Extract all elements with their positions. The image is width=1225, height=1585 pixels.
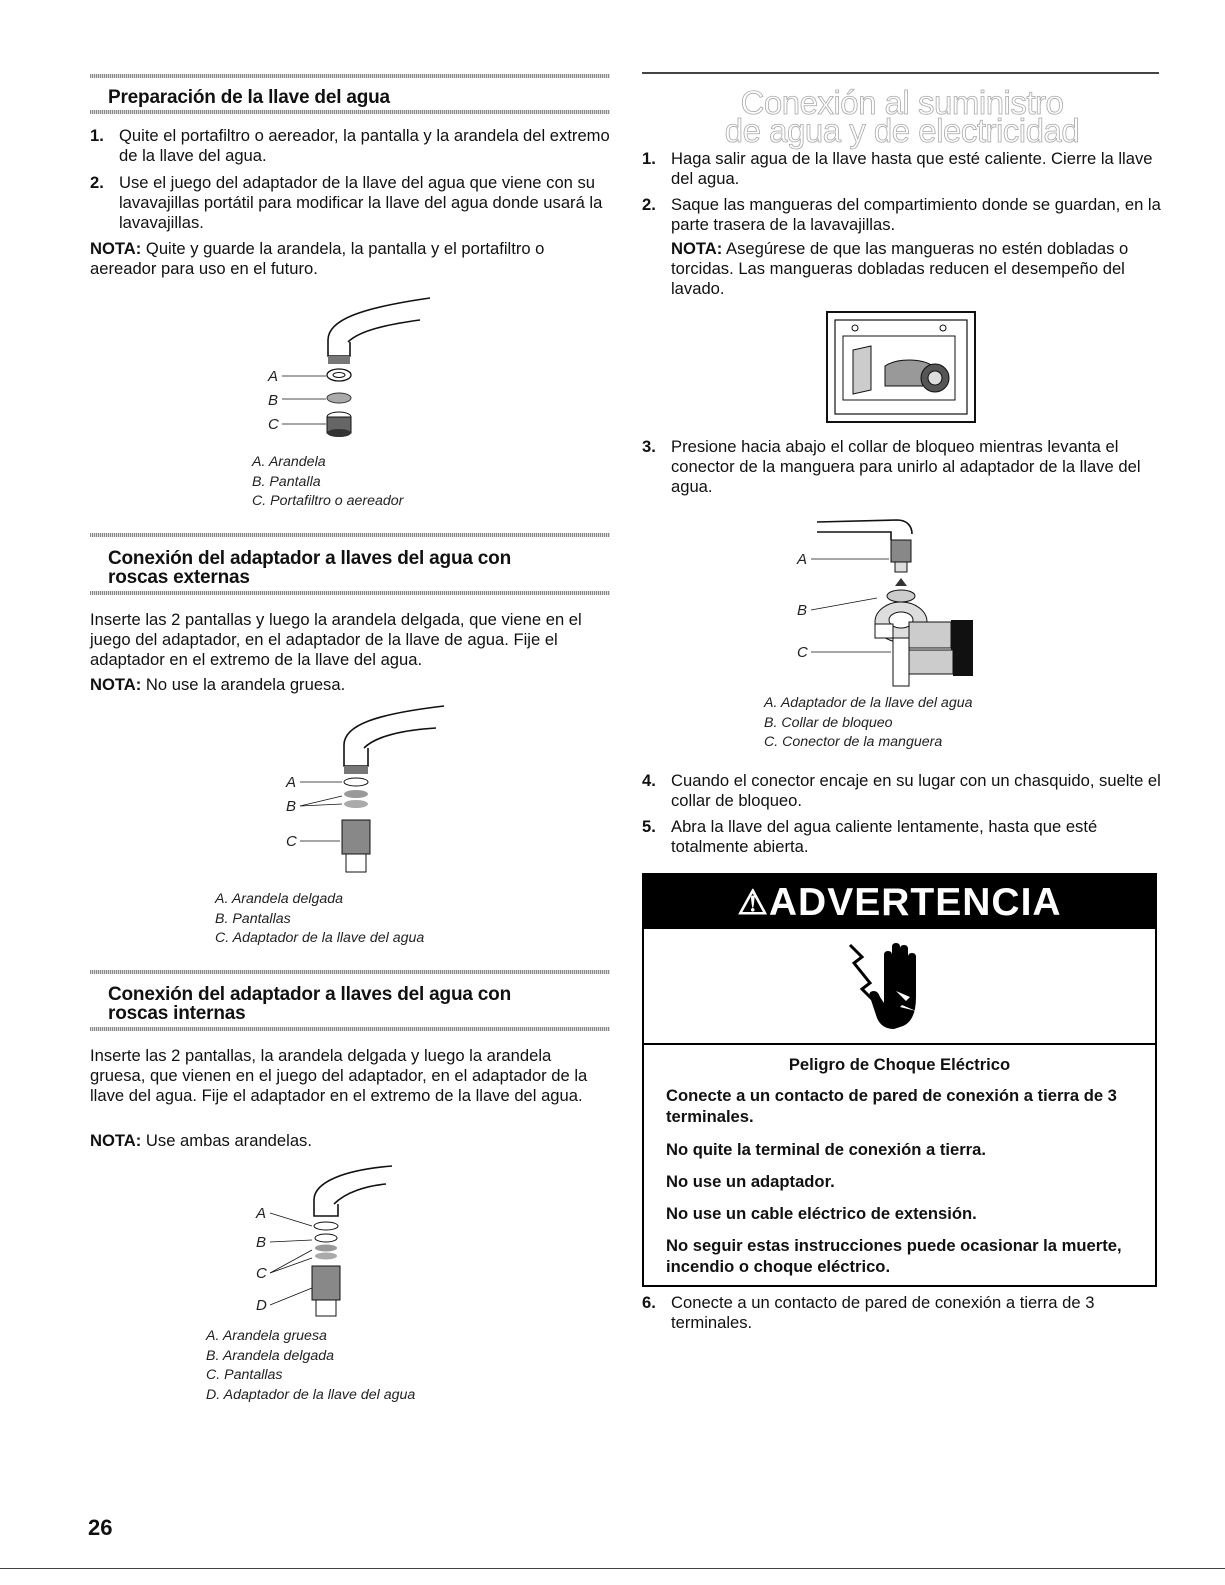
note-label: NOTA: [90,1131,142,1150]
figure-caption [206,1327,415,1405]
section-rule [90,533,610,537]
page-title: Conexión al suministro [740,84,1064,121]
note-label: NOTA: [671,239,723,258]
faucet-diagram-3 [236,1160,436,1325]
warning-icon-area [644,929,1155,1045]
item-number: 3. [642,437,656,456]
item-number: 2. [642,195,656,214]
warning-line: No use un cable eléctrico de extensión. [666,1204,977,1223]
page-title: de agua y de electricidad [724,112,1080,149]
item-number: 5. [642,817,656,836]
caption-line: A. Adaptador de la llave del agua [764,695,973,711]
caption-line: B. Pantalla [252,473,321,490]
item-number: 4. [642,771,656,790]
top-rule [642,72,1159,74]
label-c: C [286,833,297,850]
caption-line: C. Adaptador de la llave del agua [215,930,425,946]
adapter-connection-diagram [787,512,987,692]
section-rule [90,591,610,595]
bottom-rule [0,1568,1225,1569]
note [90,1131,610,1151]
caption-line: A. Arandela gruesa [206,1328,327,1344]
item-number: 6. [642,1293,656,1312]
item-text: Abra la llave del agua caliente lentamente, hasta que esté totalmente abierta. [671,817,1098,856]
caption-line: A. Arandela [252,454,326,470]
section-rule [90,1027,610,1031]
label-a: A [256,1205,267,1222]
label-b: B [797,602,808,619]
faucet-diagram-2 [276,700,476,890]
warning-line: No quite la terminal de conexión a tierra. [666,1140,986,1159]
warning-line: No use un adaptador. [666,1172,835,1191]
warning-line: Conecte a un contacto de pared de conexión a tierra de 3 terminales. [666,1086,1117,1126]
section-rule [90,74,610,78]
note-label: NOTA: [90,239,142,258]
item-text: Cuando el conector encaje en su lugar con un chasquido, suelte el collar de bloqueo. [671,771,1161,810]
warning-box [642,873,1157,1287]
paragraph: Inserte las 2 pantallas y luego la arandela delgada, que viene en el juego del adaptador, en el adaptador de la llave de agua. Fije el adaptador en el extremo de la llave del agua. [90,610,582,669]
item-text: Haga salir agua de la llave hasta que esté caliente. Cierre la llave del agua. [671,149,1153,188]
note-text: Use ambas arandelas. [141,1131,312,1150]
label-a: A [797,551,808,568]
label-b: B [256,1234,267,1251]
item-text: Saque las mangueras del compartimiento donde se guardan, en la parte trasera de la lavavajillas. [671,195,1161,234]
figure-caption [252,453,403,512]
section-heading: roscas internas [108,1003,246,1024]
figure-caption [764,694,973,753]
item-text: Quite el portafiltro o aereador, la pantalla y la arandela del extremo de la llave del agua. [119,126,610,165]
caption-line: B. Pantallas [215,910,291,927]
label-a: A [286,774,297,791]
section-heading: Preparación de la llave del agua [108,87,390,108]
caption-line: C. Conector de la manguera [764,734,943,750]
note [90,675,610,695]
section-heading: roscas externas [108,567,250,588]
caption-line: B. Arandela delgada [206,1347,335,1364]
label-c: C [268,416,279,433]
section-rule [90,110,610,114]
item-number: 2. [90,173,104,192]
hose-compartment-diagram [825,310,977,425]
note-text: No use la arandela gruesa. [141,675,346,694]
section-rule [90,970,610,974]
page-number: 26 [88,1515,113,1540]
caption-line: D. Adaptador de la llave del agua [206,1386,416,1403]
section-heading: Conexión del adaptador a llaves del agua con [108,984,511,1005]
caption-line: C. Pantallas [206,1367,283,1383]
item-text: Use el juego del adaptador de la llave del agua que viene con su lavavajillas portátil para modificar la llave del agua donde usará la lavavajillas. [119,173,603,232]
item-text: Presione hacia abajo el collar de bloqueo mientras levanta el conector de la manguera para unirlo al adaptador de la llave del agua. [671,437,1141,496]
electric-shock-hand-icon [844,939,944,1035]
warning-subtitle: Peligro de Choque Eléctrico [788,1055,1011,1074]
warning-banner-text: ADVERTENCIA [768,881,1062,924]
paragraph: Inserte las 2 pantallas, la arandela delgada y luego la arandela gruesa, que vienen en el juego del adaptador, en el adaptador de la llave del agua. Fije el adaptador en el extremo de la llave del agua. [90,1046,588,1105]
label-a: A [268,368,279,385]
label-b: B [286,798,297,815]
note-label: NOTA: [90,675,142,694]
item-number: 1. [642,149,656,168]
figure-caption [215,890,424,949]
warning-line: No seguir estas instrucciones puede ocasionar la muerte, incendio o choque eléctrico. [666,1236,1122,1276]
faucet-diagram-1 [260,290,460,450]
caption-line: B. Collar de bloqueo [764,714,893,731]
warning-triangle-icon: ⚠ [737,884,769,922]
caption-line: A. Arandela delgada [215,891,344,907]
note [671,239,1162,299]
note-text: Quite y guarde la arandela, la pantalla y el portafiltro o aereador para uso en el futuro. [90,239,545,278]
warning-banner [644,875,1155,929]
label-d: D [256,1297,267,1314]
note [90,239,610,279]
note-text: Asegúrese de que las mangueras no estén dobladas o torcidas. Las mangueras dobladas reducen el desempeño del lavado. [671,239,1129,298]
label-b: B [268,392,279,409]
item-number: 1. [90,126,104,145]
section-heading: Conexión del adaptador a llaves del agua con [108,548,511,569]
label-c: C [797,644,808,661]
label-c: C [256,1265,267,1282]
item-text: Conecte a un contacto de pared de conexión a tierra de 3 terminales. [671,1293,1095,1332]
caption-line: C. Portafiltro o aereador [252,493,404,509]
